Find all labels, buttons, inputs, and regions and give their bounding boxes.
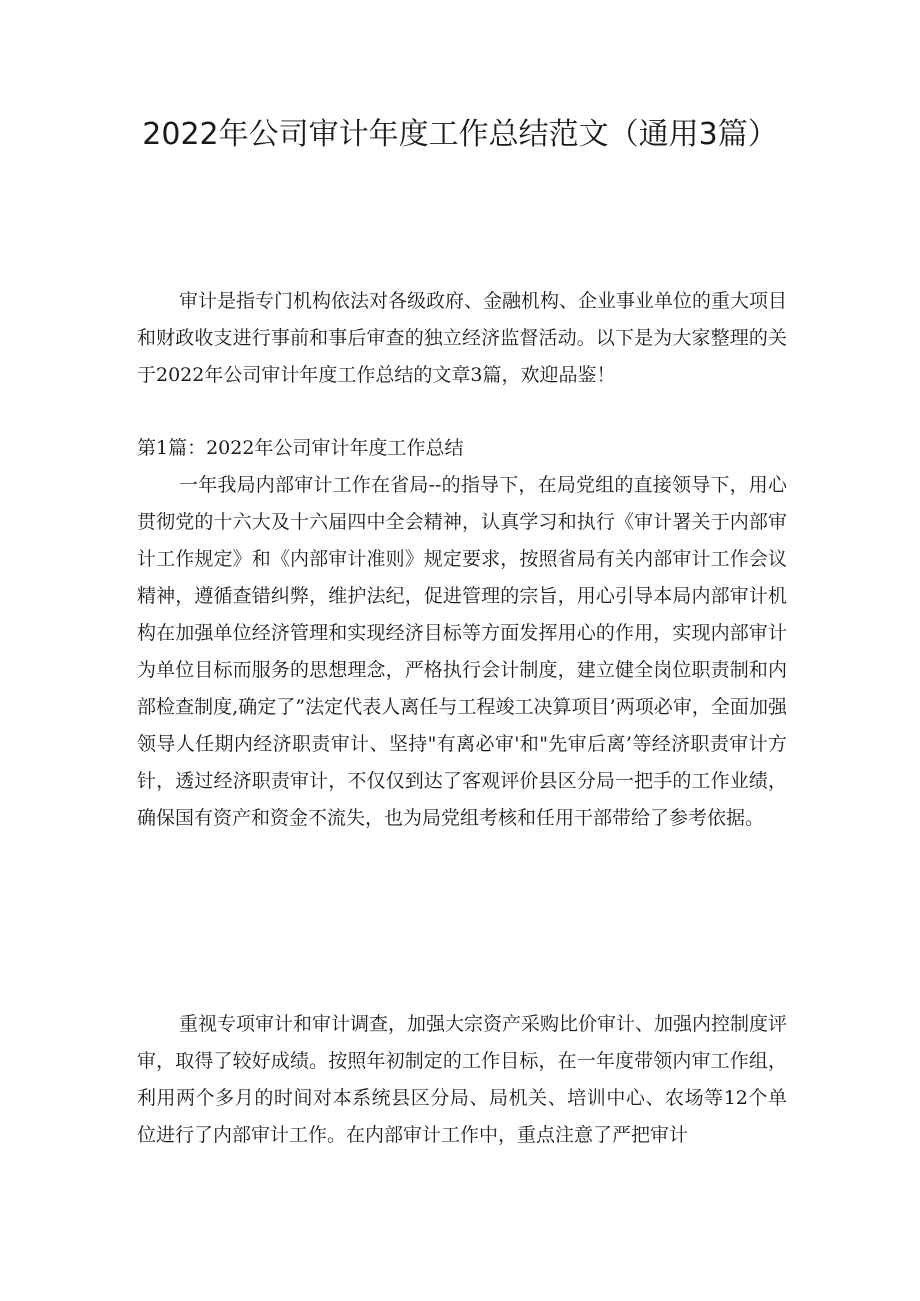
- document-title: 2022年公司审计年度工作总结范文（通用3篇）: [142, 117, 778, 152]
- section-heading: 第1篇：2022年公司审计年度工作总结: [137, 437, 464, 459]
- body-paragraph: 一年我局内部审计工作在省局--的指导下，在局党组的直接领导下，用心贯彻党的十六大及十六届四中全会精神，认真学习和执行《审计署关于内部审计工作规定》和《内部审计准则》规定要求，按照省局有关内部审计工作会议精神，遵循查错纠弊，维护法纪，促进管理的宗旨，用心引导本局内部审计机构在加强单位经济管理和实现经济目标等方面发挥用心的作用，实现内部审计为单位目标而服务的思想理念，严格执行会计制度，建立健全岗位职责制和内部检查制度,确定了”法定代表人离任与工程竣工决算项目’两项必审，全面加强领导人任期内经济职责审计、坚持"有离必审'和"先审后离’等经济职责审计方针，透过经济职责审计，不仅仅到达了客观评价县区分局一把手的工作业绩，确保国有资产和资金不流失，也为局党组考核和任用干部带给了参考依据。: [137, 474, 787, 829]
- body-paragraph: 重视专项审计和审计调查，加强大宗资产采购比价审计、加强内控制度评审，取得了较好成绩。按照年初制定的工作目标，在一年度带领内审工作组，利用两个多月的时间对本系统县区分局、局机关、培训中心、农场等12个单位进行了内部审计工作。在内部审计工作中，重点注意了严把审计: [137, 1013, 788, 1146]
- intro-paragraph: 审计是指专门机构依法对各级政府、金融机构、企业事业单位的重大项目和财政收支进行事前和事后审查的独立经济监督活动。以下是为大家整理的关于2022年公司审计年度工作总结的文章3篇，欢迎品鉴！: [137, 290, 788, 386]
